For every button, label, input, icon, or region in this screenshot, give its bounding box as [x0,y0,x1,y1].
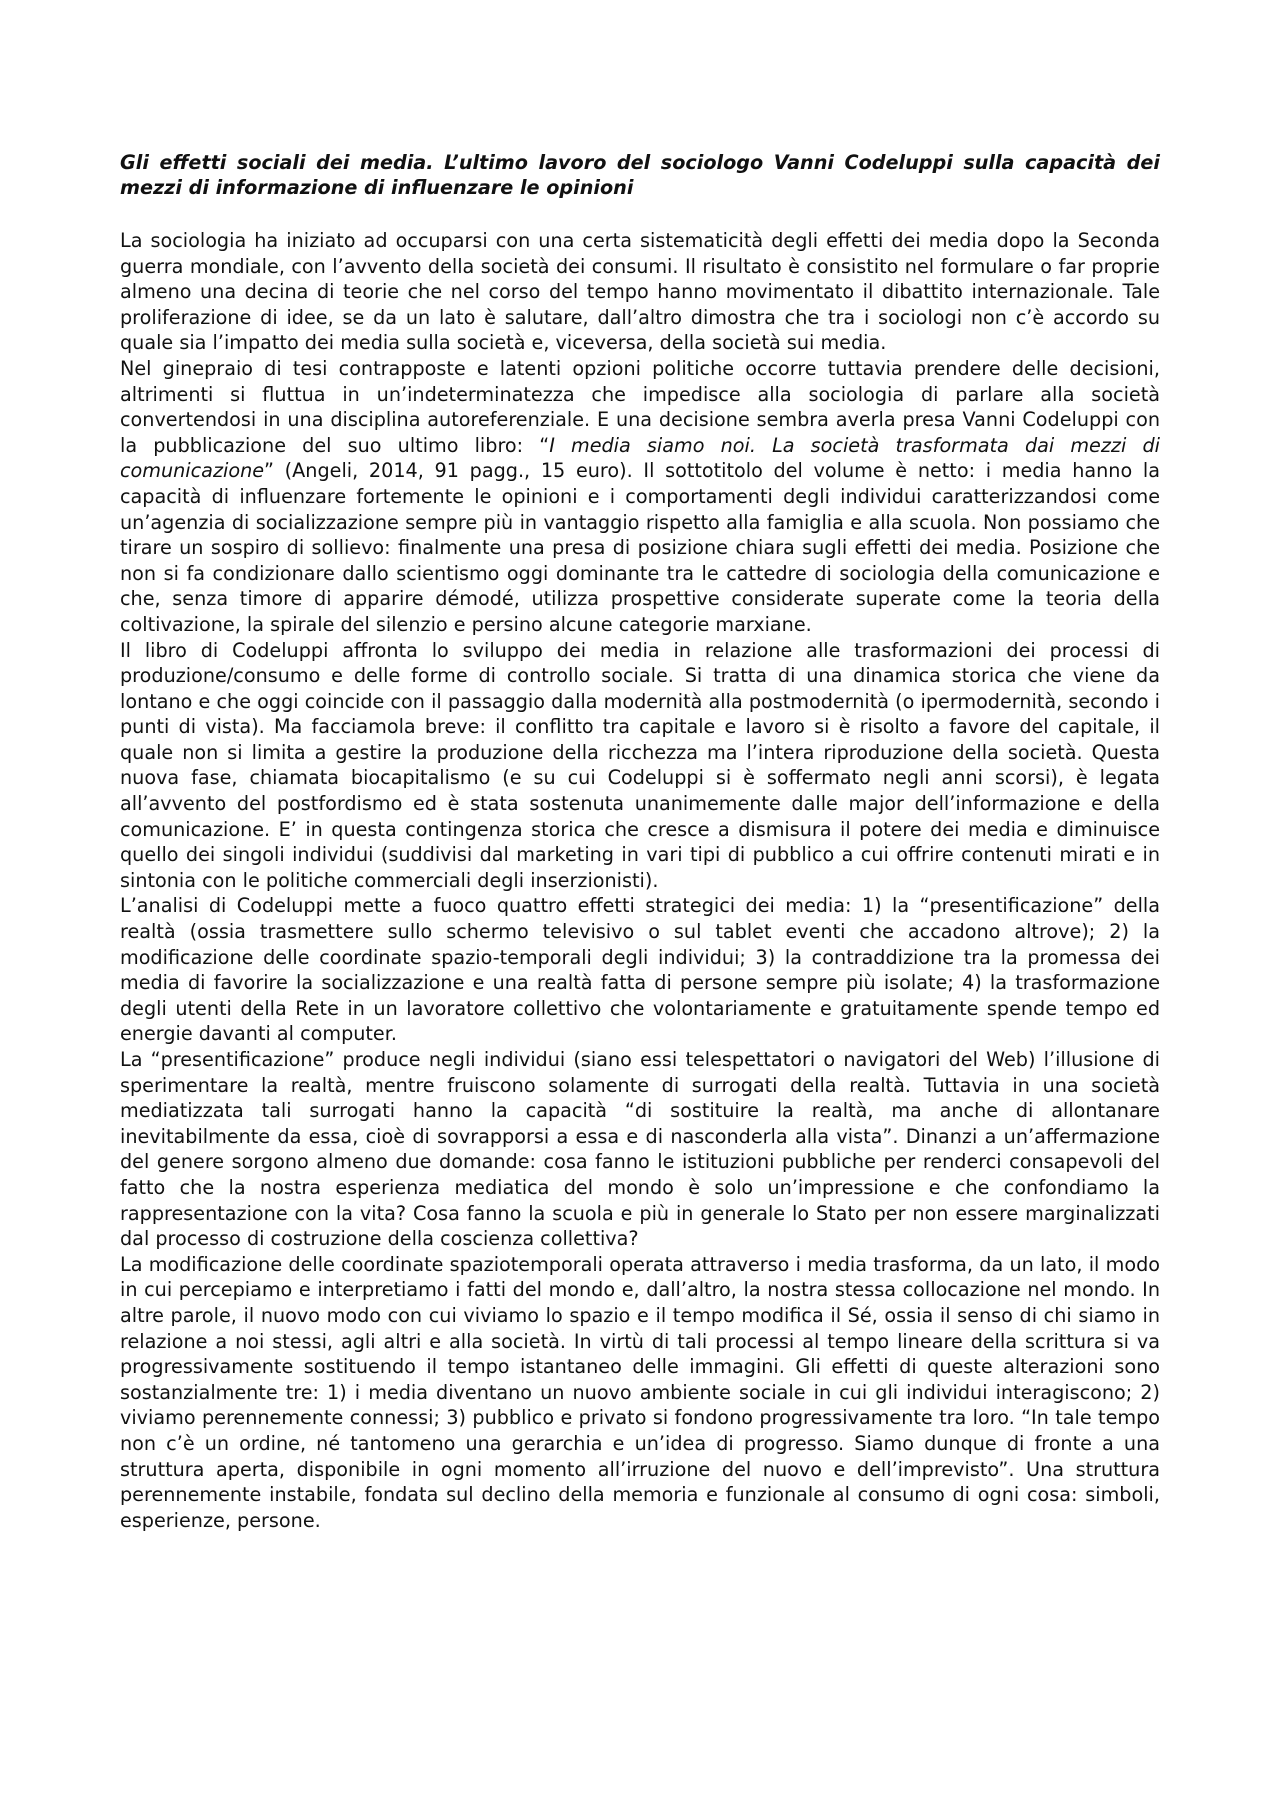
paragraph-2-part-2: ” (Angeli, 2014, 91 pagg., 15 euro). Il sottotitolo del volume è netto: i media hanno la capacità di influenzare fortemente le opinioni e i comportamenti degli individui caratterizzandosi come un’agenzia di socializzazione sempre più in vantaggio rispetto alla famiglia e alla scuola. Non possiamo che tirare un sospiro di sollievo: finalmente una presa di posizione chiara sugli effetti dei media. Posizione che non si fa condizionare dallo scientismo oggi dominante tra le cattedre di sociologia della comunicazione e che, senza timore di apparire démodé, utilizza prospettive considerate superate come la teoria della coltivazione, la spirale del silenzio e persino alcune categorie marxiane. [120,459,1160,636]
paragraph-1: La sociologia ha iniziato ad occuparsi con una certa sistematicità degli effetti dei media dopo la Seconda guerra mondiale, con l’avvento della società dei consumi. Il risultato è consistito nel formulare o far proprie almeno una decina di teorie che nel corso del tempo hanno movimentato il dibattito internazionale. Tale proliferazione di idee, se da un lato è salutare, dall’altro dimostra che tra i sociologi non c’è accordo su quale sia l’impatto dei media sulla società e, viceversa, della società sui media. [120,229,1160,355]
paragraph-3: Il libro di Codeluppi affronta lo sviluppo dei media in relazione alle trasformazioni dei processi di produzione/consumo e delle forme di controllo sociale. Si tratta di una dinamica storica che viene da lontano e che oggi coincide con il passaggio dalla modernità alla postmodernità (o ipermodernità, secondo i punti di vista). Ma facciamola breve: il conflitto tra capitale e lavoro si è risolto a favore del capitale, il quale non si limita a gestire la produzione della ricchezza ma l’intera riproduzione della società. Questa nuova fase, chiamata biocapitalismo (e su cui Codeluppi si è soffermato negli anni scorsi), è legata all’avvento del postfordismo ed è stata sostenuta unanimemente dalle major dell’informazione e della comunicazione. E’ in questa contingenza storica che cresce a dismisura il potere dei media e diminuisce quello dei singoli individui (suddivisi dal marketing in vari tipi di pubblico a cui offrire contenuti mirati e in sintonia con le politiche commerciali degli inserzionisti). [120,638,1160,892]
document-page [120,150,1160,1533]
paragraph-6: La modificazione delle coordinate spaziotemporali operata attraverso i media trasforma, da un lato, il modo in cui percepiamo e interpretiamo i fatti del mondo e, dall’altro, la nostra stessa collocazione nel mondo. In altre parole, il nuovo modo con cui viviamo lo spazio e il tempo modifica il Sé, ossia il senso di chi siamo in relazione a noi stessi, agli altri e alla società. In virtù di tali processi al tempo lineare della scrittura si va progressivamente sostituendo il tempo istantaneo delle immagini. Gli effetti di queste alterazioni sono sostanzialmente tre: 1) i media diventano un nuovo ambiente sociale in cui gli individui interagiscono; 2) viviamo perennemente connessi; 3) pubblico e privato si fondono progressivamente tra loro. “In tale tempo non c’è un ordine, né tantomeno una gerarchia e un’idea di progresso. Siamo dunque di fronte a una struttura aperta, disponibile in ogni momento all’irruzione del nuovo e dell’imprevisto”. Una struttura perennemente instabile, fondata sul declino della memoria e funzionale al consumo di ogni cosa: simboli, esperienze, persone. [120,1252,1160,1532]
article-title: Gli effetti sociali dei media. L’ultimo lavoro del sociologo Vanni Codeluppi sulla capacità dei mezzi di informazione di influenzare le opinioni [120,151,1160,199]
article-body [120,228,1160,1533]
paragraph-4: L’analisi di Codeluppi mette a fuoco quattro effetti strategici dei media: 1) la “presentificazione” della realtà (ossia trasmettere sullo schermo televisivo o sul tablet eventi che accadono altrove); 2) la modificazione delle coordinate spazio-temporali degli individui; 3) la contraddizione tra la promessa dei media di favorire la socializzazione e una realtà fatta di persone sempre più isolate; 4) la trasformazione degli utenti della Rete in un lavoratore collettivo che volontariamente e gratuitamente spende tempo ed energie davanti al computer. [120,894,1160,1046]
paragraph-2 [120,356,1160,638]
paragraph-5: La “presentificazione” produce negli individui (siano essi telespettatori o navigatori del Web) l’illusione di sperimentare la realtà, mentre fruiscono solamente di surrogati della realtà. Tuttavia in una società mediatizzata tali surrogati hanno la capacità “di sostituire la realtà, ma anche di allontanare inevitabilmente da essa, cioè di sovrapporsi a essa e di nasconderla alla vista”. Dinanzi a un’affermazione del genere sorgono almeno due domande: cosa fanno le istituzioni pubbliche per renderci consapevoli del fatto che la nostra esperienza mediatica del mondo è solo un’impressione e che confondiamo la rappresentazione con la vita? Cosa fanno la scuola e più in generale lo Stato per non essere marginalizzati dal processo di costruzione della coscienza collettiva? [120,1048,1160,1251]
book-title: I media siamo noi. La società trasformata dai mezzi di comunicazione [120,433,1160,483]
paragraph-2-part-1: Nel ginepraio di tesi contrapposte e latenti opzioni politiche occorre tuttavia prendere delle decisioni, altrimenti si fluttua in un’indeterminatezza che impedisce alla sociologia di parlare alla società convertendosi in una disciplina autoreferenziale. E una decisione sembra averla presa Vanni Codeluppi con la pubblicazione del suo ultimo libro: “ [120,356,1160,457]
